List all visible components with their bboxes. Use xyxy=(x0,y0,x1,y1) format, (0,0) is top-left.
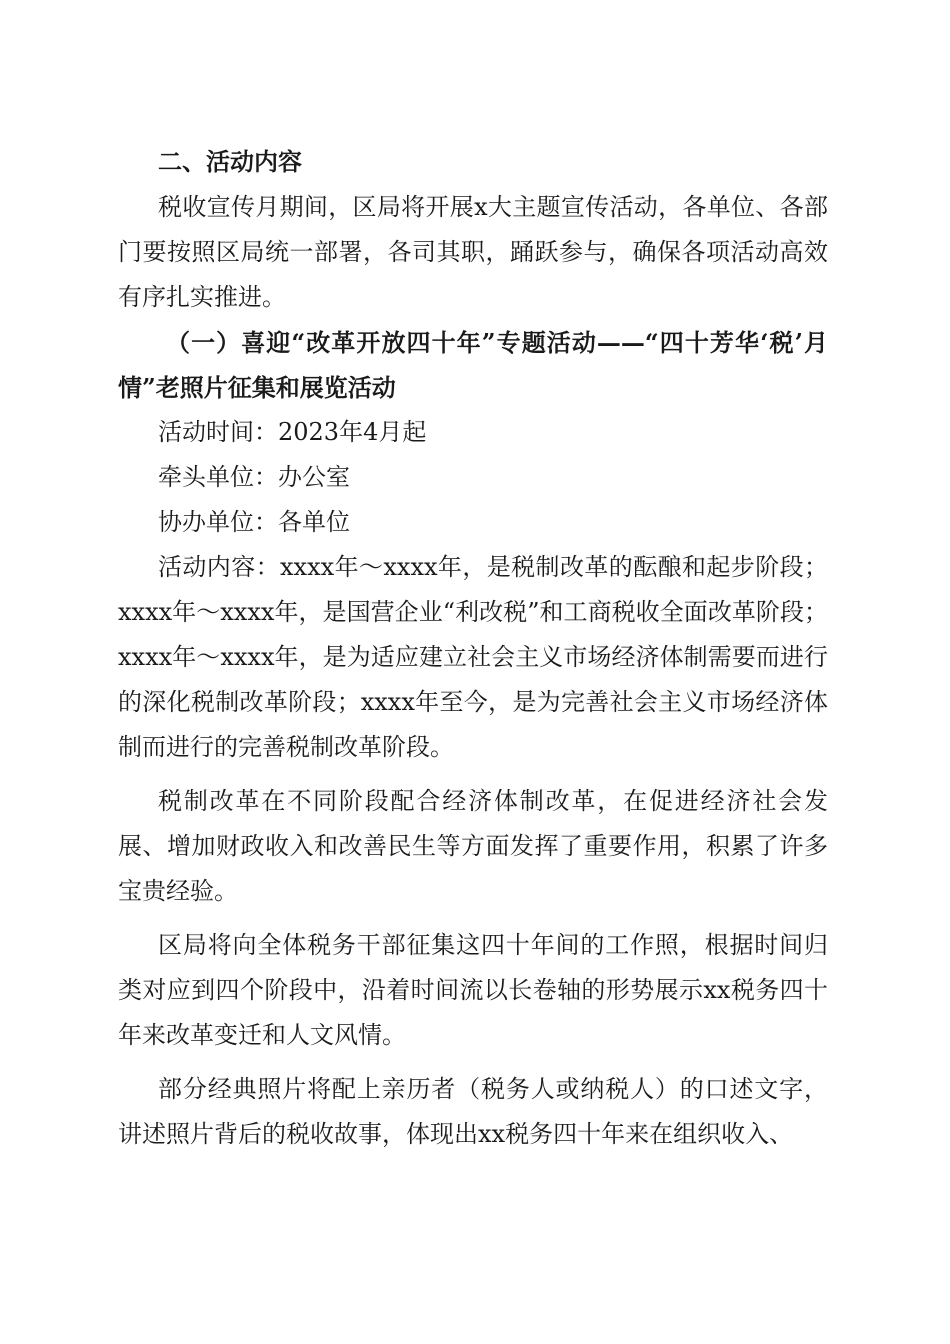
photo-story-paragraph: 部分经典照片将配上亲历者（税务人或纳税人）的口述文字，讲述照片背后的税收故事，体现出xx税务四十年来在组织收入、 xyxy=(118,1075,828,1148)
document-body xyxy=(118,140,828,1157)
activity-assist-unit: 协办单位：各单位 xyxy=(158,508,350,536)
activity-title: （一）喜迎“改革开放四十年”专题活动——“四十芳华‘税’月情”老照片征集和展览活动 xyxy=(118,328,828,402)
section-heading: 二、活动内容 xyxy=(158,148,302,176)
reform-paragraph: 税制改革在不同阶段配合经济体制改革，在促进经济社会发展、增加财政收入和改善民生等方面发挥了重要作用，积累了许多宝贵经验。 xyxy=(118,787,828,905)
activity-time: 活动时间：2023年4月起 xyxy=(158,418,427,446)
section-intro-paragraph: 税收宣传月期间，区局将开展x大主题宣传活动，各单位、各部门要按照区局统一部署，各司其职，踊跃参与，确保各项活动高效有序扎实推进。 xyxy=(118,193,828,311)
photo-collection-paragraph: 区局将向全体税务干部征集这四十年间的工作照，根据时间归类对应到四个阶段中，沿着时间流以长卷轴的形势展示xx税务四十年来改革变迁和人文风情。 xyxy=(118,931,828,1049)
activity-content-paragraph: 活动内容：xxxx年～xxxx年，是税制改革的酝酿和起步阶段；xxxx年～xxxx年，是国营企业“利改税”和工商税收全面改革阶段；xxxx年～xxxx年，是为适应建立社会主义市场经济体制需要而进行的深化税制改革阶段；xxxx年至今，是为完善社会主义市场经济体制而进行的完善税制改革阶段。 xyxy=(118,553,828,761)
activity-lead-unit: 牵头单位：办公室 xyxy=(158,463,350,491)
